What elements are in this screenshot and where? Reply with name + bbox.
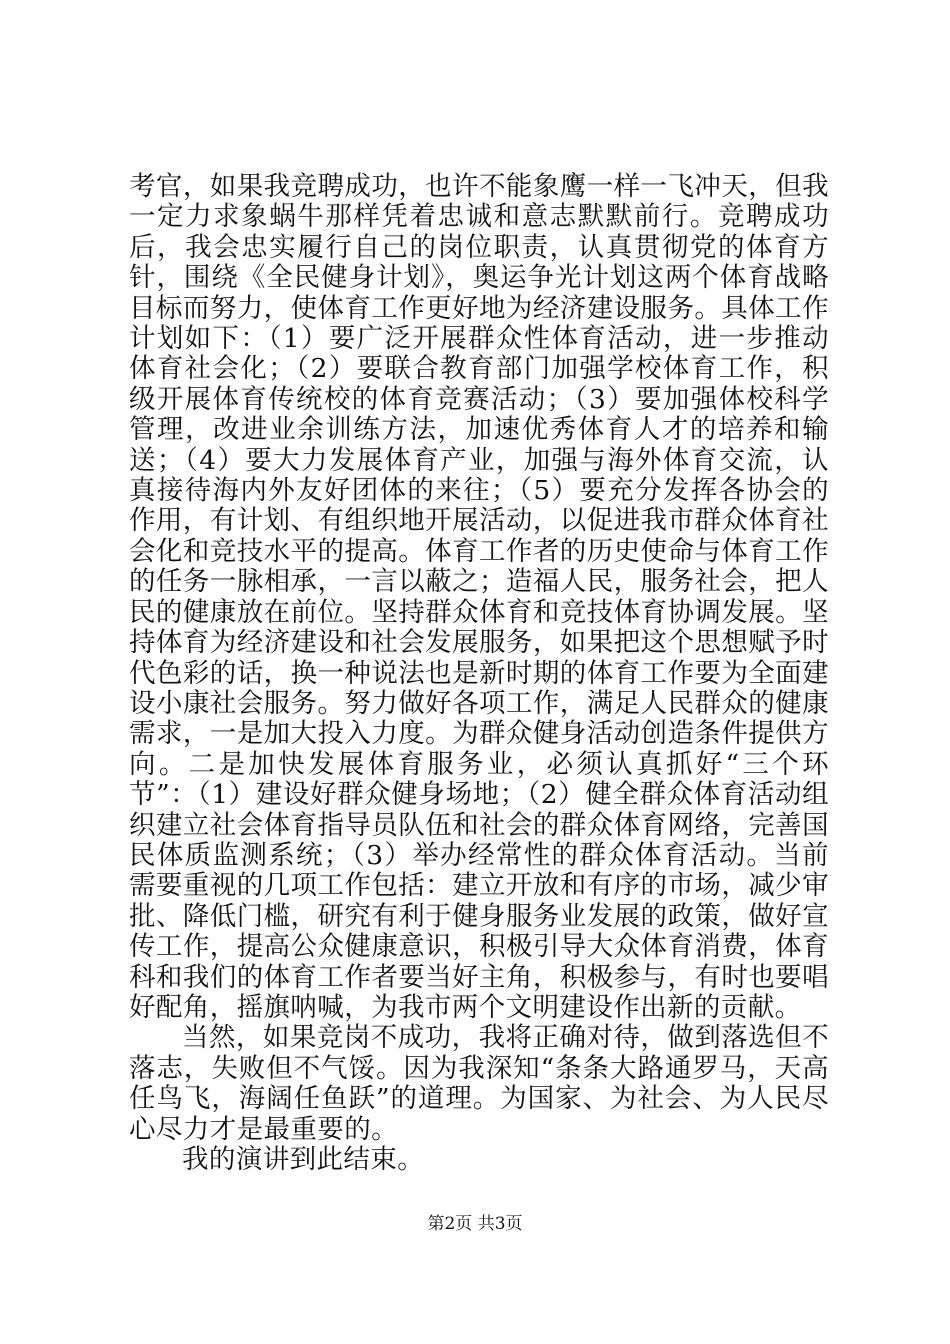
document-body xyxy=(129,172,829,1175)
body-paragraph-3: 我的演讲到此结束。 xyxy=(182,1144,425,1175)
body-paragraph-2: 当然，如果竞岗不成功，我将正确对待，做到落选但不落志，失败但不气馁。因为我深知“条条大路通罗马，天高任鸟飞，海阔任鱼跃”的道理。为国家、为社会、为人民尽心尽力才是最重要的。 xyxy=(129,1022,829,1145)
body-paragraph-1: 考官，如果我竞聘成功，也许不能象鹰一样一飞冲天，但我一定力求象蜗牛那样凭着忠诚和意志默默前行。竞聘成功后，我会忠实履行自己的岗位职责，认真贯彻党的体育方针，围绕《全民健身计划》，奥运争光计划这两个体育战略目标而努力，使体育工作更好地为经济建设服务。具体工作计划如下：（1）要广泛开展群众性体育活动，进一步推动体育社会化；（2）要联合教育部门加强学校体育工作，积级开展体育传统校的体育竞赛活动；（3）要加强体校科学管理，改进业余训练方法，加速优秀体育人才的培养和输送；（4）要大力发展体育产业，加强与海外体育交流，认真接待海内外友好团体的来往；（5）要充分发挥各协会的作用，有计划、有组织地开展活动，以促进我市群众体育社会化和竞技水平的提高。体育工作者的历史使命与体育工作的任务一脉相承，一言以蔽之；造福人民，服务社会，把人民的健康放在前位。坚持群众体育和竞技体育协调发展。坚持体育为经济建设和社会发展服务，如果把这个思想赋予时代色彩的话，换一种说法也是新时期的体育工作要为全面建设小康社会服务。努力做好各项工作，满足人民群众的健康需求，一是加大投入力度。为群众健身活动创造条件提供方向。二是加快发展体育服务业，必须认真抓好“三个环节”：（1）建设好群众健身场地；（2）健全群众体育活动组织建立社会体育指导员队伍和社会的群众体育网络，完善国民体质监测系统；（3）举办经常性的群众体育活动。当前需要重视的几项工作包括：建立开放和有序的市场，减少审批、降低门槛，研究有利于健身服务业发展的政策，做好宣传工作，提高公众健康意识，积极引导大众体育消费，体育科和我们的体育工作者要当好主角，积极参与，有时也要唱好配角，摇旗呐喊，为我市两个文明建设作出新的贡献。 xyxy=(129,171,829,1023)
page-footer: 第2页 共3页 xyxy=(427,1214,523,1234)
